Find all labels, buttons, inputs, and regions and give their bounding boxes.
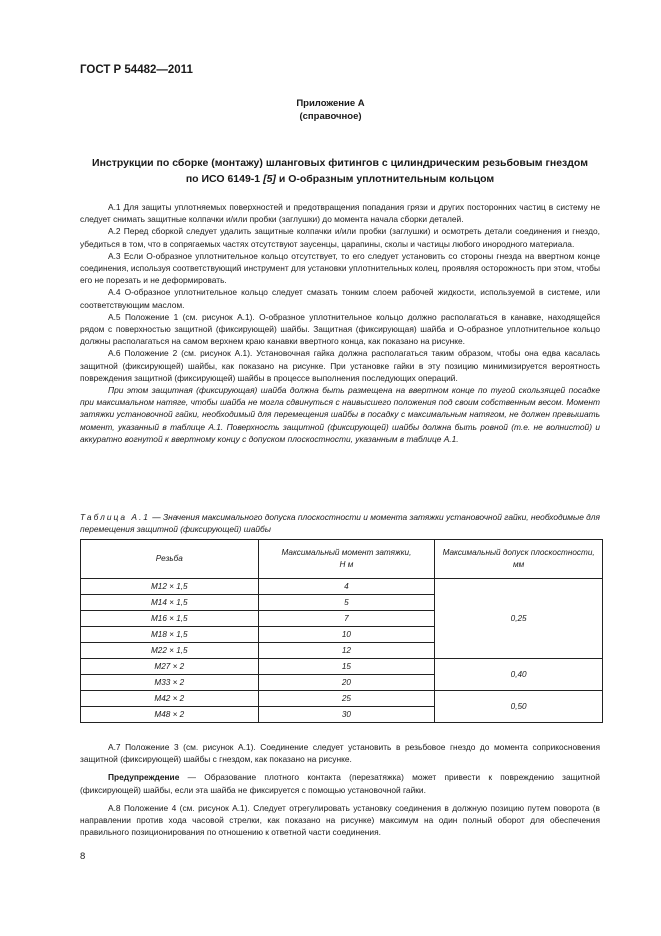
cell-torque: 25 (258, 691, 435, 707)
cell-thread: М14 × 1,5 (81, 595, 259, 611)
table-caption-label: Таблица А.1 (80, 512, 150, 522)
warning-text: — Образование плотного контакта (перезатяжка) может привести к повреждению защитной (фиксирующей) шайбы, если эта шайба не фиксируется с помощью установочной гайки. (80, 772, 600, 795)
cell-torque: 20 (258, 675, 435, 691)
cell-torque: 5 (258, 595, 435, 611)
cell-flatness: 0,40 (435, 659, 603, 691)
table-caption-text: — Значения максимального допуска плоскостности и момента затяжки установочной гайки, необходимые для перемещения защитной (фиксирующей) шайбы (80, 512, 601, 535)
cell-thread: М48 × 2 (81, 707, 259, 723)
cell-thread: М18 × 1,5 (81, 627, 259, 643)
paragraph-note-italic: При этом защитная (фиксирующая) шайба должна быть размещена на ввертном конце по тугой скользящей посадке при максимальном натяге, чтобы шайба не могла сдвинуться с наивысшего положения под своим собственным весом. Момент затяжки установочной гайки, необходимый для перемещения шайбы в посадку с максимальным натягом, не должен превышать момент, указанный в таблице А.1. Поверхность защитной (фиксирующей) шайбы должна быть ровной (т.е. не волнистой) и аккуратно вогнутой к ввертному концу с допуском плоскостности, указанным в таблице А.1. (80, 385, 600, 444)
header-torque (258, 540, 435, 579)
table-row (81, 659, 603, 675)
cell-thread: М22 × 1,5 (81, 643, 259, 659)
warning-paragraph (80, 771, 600, 795)
cell-thread: М16 × 1,5 (81, 611, 259, 627)
torque-table (80, 539, 603, 723)
paragraph-a5: А.5 Положение 1 (см. рисунок А.1). О-образное уплотнительное кольцо должно располагаться в канавке, находящейся рядом с поверхностью защитной (фиксирующей) шайбы. Защитная (фиксирующая) шайба и О-образное уплотнительное кольцо должны располагаться на самом верхнем краю канавки ввертного конца, как показано на рисунке. (80, 311, 600, 347)
header-flatness-line1: Максимальный допуск плоскостности, (442, 548, 595, 557)
cell-thread: М27 × 2 (81, 659, 259, 675)
cell-torque: 10 (258, 627, 435, 643)
cell-flatness: 0,50 (435, 691, 603, 723)
cell-torque: 7 (258, 611, 435, 627)
title-suffix: и О-образным уплотнительным кольцом (275, 173, 495, 185)
header-flatness-unit: мм (513, 560, 525, 569)
page-number: 8 (80, 851, 86, 862)
section-title (80, 155, 600, 187)
section-title-line1: Инструкции по сборке (монтажу) шланговых фитингов с цилиндрическим резьбовым гнездом (92, 157, 588, 169)
paragraph-a4: А.4 О-образное уплотнительное кольцо следует смазать тонким слоем рабочей жидкости, используемой в системе, или соответствующим маслом. (80, 287, 600, 310)
appendix-type: (справочное) (299, 111, 362, 122)
paragraph-a8: А.8 Положение 4 (см. рисунок А.1). Следует отрегулировать установку соединения в должную позицию путем поворота (в направлении против хода часовой стрелки, как показано на рисунке) максимум на один полный оборот для обеспечения правильного позиционирования по отношению к ответной части соединения. (80, 802, 600, 838)
warning-label: Предупреждение (108, 772, 180, 783)
cell-thread: М12 × 1,5 (81, 579, 259, 595)
paragraph-a1: А.1 Для защиты уплотняемых поверхностей и предотвращения попадания грязи и других посторонних частиц в систему не следует снимать защитные колпачки и/или пробки (заглушки) до момента начала сборки деталей. (80, 202, 600, 225)
document-code: ГОСТ Р 54482—2011 (80, 64, 193, 76)
section-title-line2 (80, 171, 600, 187)
body-text (80, 201, 600, 445)
cell-torque: 4 (258, 579, 435, 595)
paragraph-a6: А.6 Положение 2 (см. рисунок А.1). Установочная гайка должна располагаться таким образом, чтобы она едва касалась защитной (фиксирующей) шайбы, как показано на рисунке. При установке гайки в эту позицию минимизируется вероятность повреждения защитной (фиксирующей) шайбы в процессе выполнения последующих операций. (80, 348, 600, 383)
header-torque-unit: Н м (339, 560, 354, 569)
appendix-name: Приложение А (296, 98, 365, 109)
title-reference: [5] (263, 173, 276, 185)
cell-torque: 12 (258, 643, 435, 659)
header-thread: Резьба (81, 540, 259, 579)
cell-torque: 15 (258, 659, 435, 675)
cell-torque: 30 (258, 707, 435, 723)
table-row (81, 579, 603, 595)
cell-flatness: 0,25 (435, 579, 603, 659)
cell-thread: М33 × 2 (81, 675, 259, 691)
paragraph-a7: А.7 Положение 3 (см. рисунок А.1). Соединение следует установить в резьбовое гнездо до момента соприкосновения защитной (фиксирующей) шайбы с гнездом, как показано на рисунке. (80, 742, 600, 765)
paragraph-a2: А.2 Перед сборкой следует удалить защитные колпачки и/или пробки (заглушки) и осмотреть детали соединения и гнездо, убедиться в том, что в сопрягаемых частях отсутствуют заусенцы, царапины, сколы и частицы любого инородного материала. (80, 226, 600, 249)
table-header-row (81, 540, 603, 579)
header-flatness (435, 540, 603, 579)
post-table-text (80, 741, 600, 844)
paragraph-a3: А.3 Если О-образное уплотнительное кольцо отсутствует, то его следует установить со стороны гнезда на ввертном конце соединения, используя соответствующий инструмент для установки уплотнительных колец, проявляя осторожность при этом, чтобы его не порезать и не деформировать. (80, 250, 600, 286)
title-prefix: по ИСО 6149-1 (185, 173, 264, 185)
cell-thread: М42 × 2 (81, 691, 259, 707)
header-torque-line1: Максимальный момент затяжки, (281, 548, 412, 557)
table-caption (80, 511, 600, 535)
table-row (81, 691, 603, 707)
